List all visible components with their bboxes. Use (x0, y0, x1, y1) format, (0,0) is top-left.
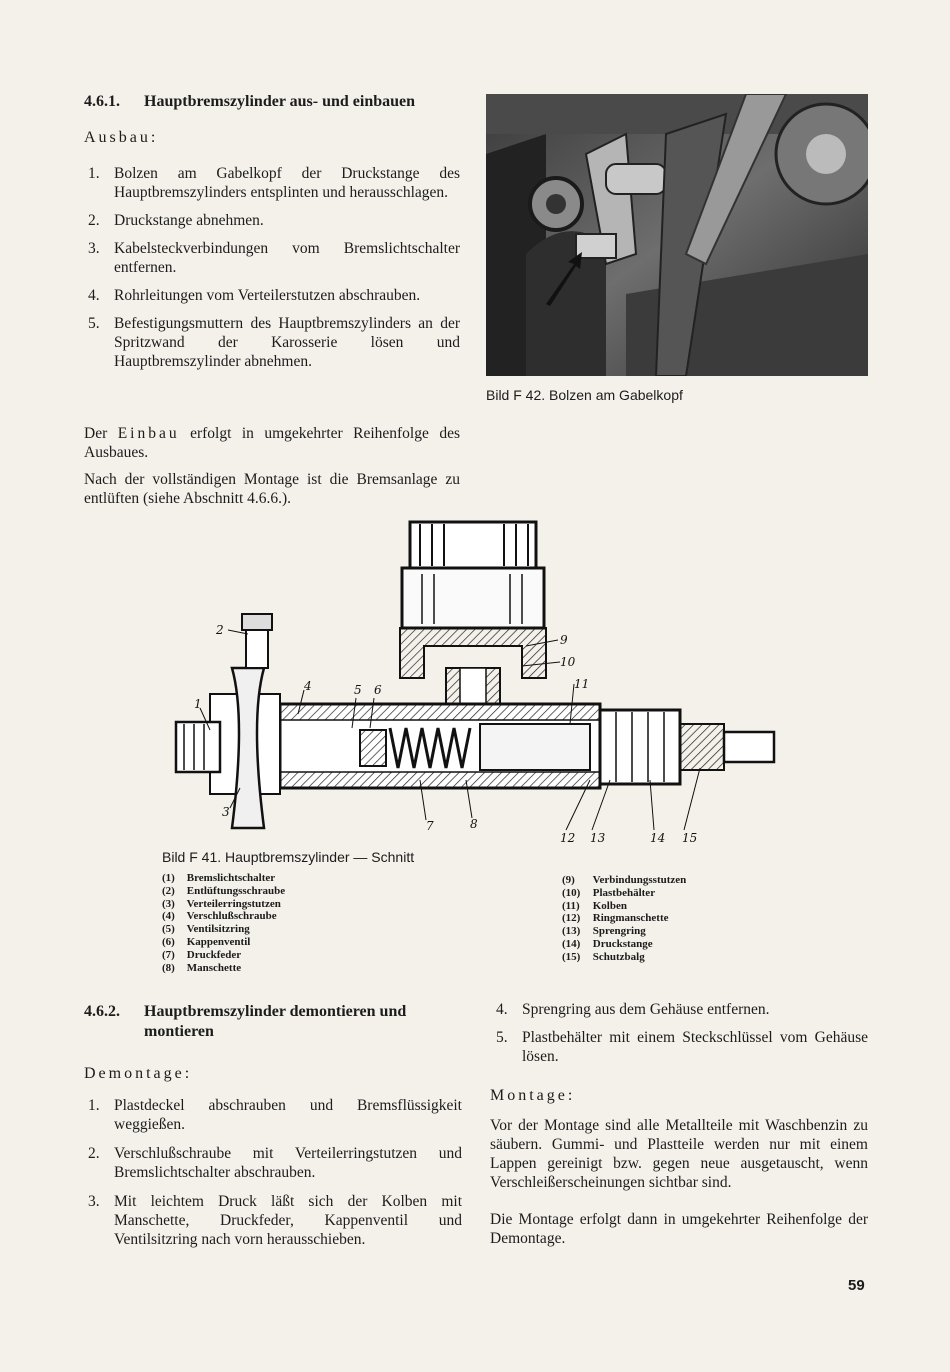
page-number: 59 (848, 1277, 865, 1294)
einbau-word: Einbau (117, 425, 180, 442)
bleeding-note: Nach der vollständigen Montage ist die Bremsanlage zu entlüften (siehe Abschnitt 4.6.6.). (84, 471, 460, 507)
legend-entry: (4) Verschlußschraube (162, 910, 277, 923)
list-item: 2. Druckstange abnehmen. (88, 212, 264, 229)
callout-4: 4 (304, 679, 312, 693)
section-heading-461 (84, 92, 474, 112)
list-item: 5. Plastbehälter mit einem Steckschlüssel vom Gehäuse lösen. (496, 1029, 868, 1065)
list-item: 1. Plastdeckel abschrauben und Bremsflüssigkeit weggießen. (88, 1097, 462, 1133)
legend-entry: (15) Schutzbalg (562, 950, 645, 963)
demontage-steps (88, 1096, 462, 1258)
list-item: 3. Kabelsteckverbindungen vom Bremslichtschalter entfernen. (88, 240, 460, 276)
list-item: 5. Befestigungsmuttern des Hauptbremszylinders an der Spritzwand der Karosserie lösen und Hauptbremszylinder abnehmen. (88, 315, 460, 370)
callout-7: 7 (426, 819, 434, 833)
photo-caption: Bild F 42. Bolzen am Gabelkopf (486, 387, 683, 403)
legend-entry: (3) Verteilerringstutzen (162, 897, 281, 910)
ausbau-steps (88, 164, 460, 380)
callout-15: 15 (682, 831, 698, 844)
legend-entry: (13) Sprengring (562, 925, 646, 938)
ausbau-label: Ausbau: (84, 129, 159, 146)
legend-entry: (12) Ringmanschette (562, 912, 669, 925)
montage-paragraph-2: Die Montage erfolgt dann in umgekehrter Reihenfolge der Demontage. (490, 1211, 868, 1247)
callout-12: 12 (560, 831, 576, 844)
list-item: 4. Sprengring aus dem Gehäuse entfernen. (496, 1001, 770, 1018)
legend-entry: (1) Bremslichtschalter (162, 872, 276, 884)
einbau-paragraph: Der Einbau erfolgt in umgekehrter Reihenfolge des Ausbaues. (84, 425, 460, 461)
montage-paragraph: Vor der Montage sind alle Metallteile mit Waschbenzin zu säubern. Gummi- und Plastteile werden nur mit einem Lappen gereinigt bzw. gegen neue ausgetauscht, wenn Verschleißerscheinungen sichtbar sind. (490, 1117, 868, 1191)
callout-5: 5 (354, 683, 362, 697)
legend-right (562, 874, 686, 964)
legend-entry: (10) Plastbehälter (562, 886, 656, 899)
list-item: 1. Bolzen am Gabelkopf der Druckstange des Hauptbremszylinders entsplinten und herausschlagen. (88, 165, 460, 201)
callout-11: 11 (574, 677, 590, 691)
list-item: 3. Mit leichtem Druck läßt sich der Kolben mit Manschette, Druckfeder, Kappenventil und Ventilsitzring nach vorn herausschieben. (88, 1193, 462, 1248)
demontage-label: Demontage: (84, 1065, 193, 1082)
section-heading-462 (84, 1002, 464, 1042)
callout-1: 1 (194, 697, 202, 711)
diagram-caption: Bild F 41. Hauptbremszylinder — Schnitt (162, 849, 415, 865)
legend-entry: (9) Verbindungsstutzen (562, 874, 687, 886)
callout-6: 6 (374, 683, 382, 697)
list-item: 4. Rohrleitungen vom Verteilerstutzen abschrauben. (88, 287, 421, 304)
section-title-line2: montieren (144, 1023, 214, 1040)
legend-entry: (2) Entlüftungsschraube (162, 884, 286, 897)
section-title: Hauptbremszylinder aus- und einbauen (144, 93, 416, 110)
callout-10: 10 (560, 655, 576, 669)
section-title-line1: Hauptbremszylinder demontieren und (144, 1003, 407, 1020)
callout-9: 9 (560, 633, 568, 647)
callout-13: 13 (590, 831, 606, 844)
montage-label: Montage: (490, 1087, 576, 1104)
demontage-steps-continued (496, 1000, 868, 1075)
legend-entry: (5) Ventilsitzring (162, 923, 250, 936)
legend-entry: (7) Druckfeder (162, 948, 242, 961)
legend-entry: (11) Kolben (562, 899, 627, 912)
legend-entry: (14) Druckstange (562, 937, 653, 950)
legend-entry: (6) Kappenventil (162, 935, 251, 948)
callout-14: 14 (650, 831, 666, 844)
legend-entry: (8) Manschette (162, 961, 242, 974)
master-cylinder-section-diagram (170, 518, 778, 844)
list-item: 2. Verschlußschraube mit Verteilerringstutzen und Bremslichtschalter abschrauben. (88, 1145, 462, 1181)
section-number: 4.6.2. (84, 1003, 120, 1020)
callout-3: 3 (222, 805, 230, 819)
section-number: 4.6.1. (84, 93, 120, 110)
gabelkopf-photo (486, 94, 868, 376)
callout-8: 8 (470, 817, 478, 831)
legend-left (162, 872, 285, 974)
callout-2: 2 (216, 623, 224, 637)
